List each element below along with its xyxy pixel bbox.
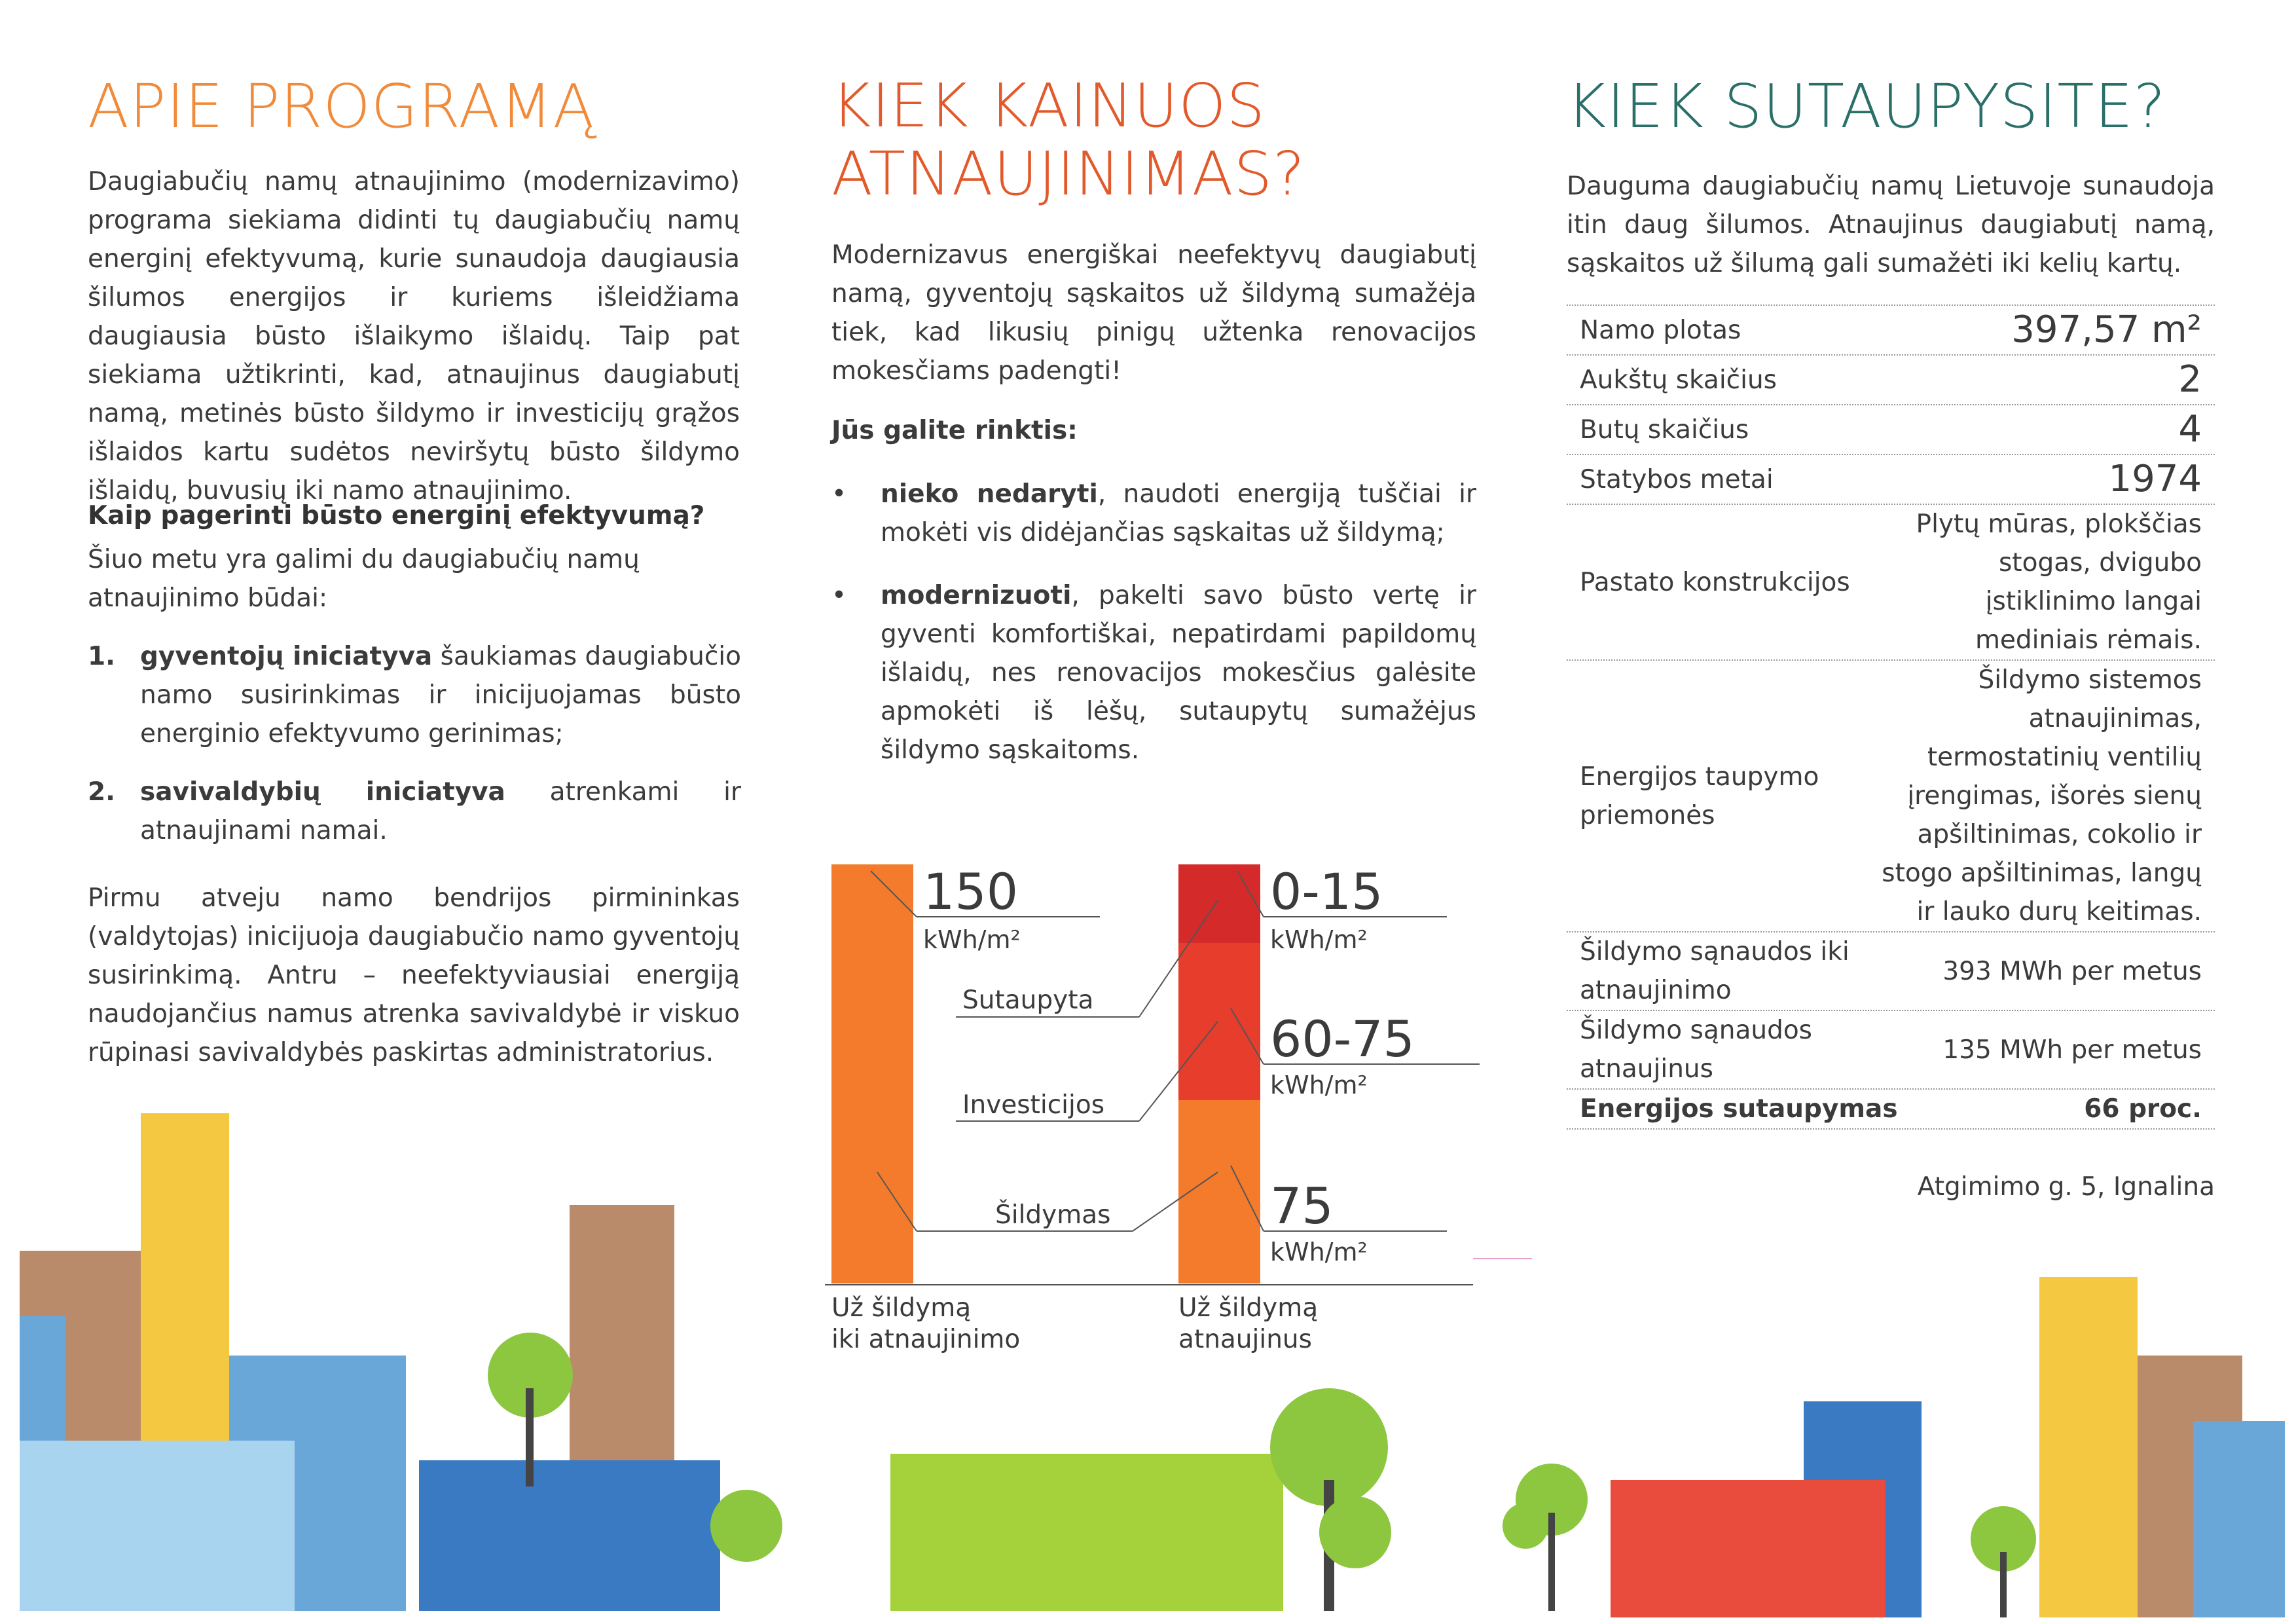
bar-after-heating <box>1178 1100 1260 1283</box>
table-row <box>1567 304 2215 354</box>
unit-after-bottom: kWh/m² <box>1270 1238 1368 1266</box>
option-modernize <box>831 576 1476 765</box>
row-label: Statybos metai <box>1580 464 1774 494</box>
heating-cost-chart <box>825 851 1558 1388</box>
table-row <box>1567 454 2215 504</box>
row-value: 1974 <box>2108 458 2202 500</box>
choose-heading: Jūs galite rinktis: <box>831 416 1078 445</box>
bar-after-saved <box>1178 864 1260 943</box>
label-line: atnaujinus <box>1580 1054 1713 1084</box>
value-line: stogas, dvigubo <box>1998 548 2202 578</box>
value-line: termostatinių ventilių <box>1927 743 2202 772</box>
row-value: 135 MWh per metus <box>1942 1035 2202 1065</box>
option-do-nothing <box>831 475 1476 560</box>
efficiency-question-heading: Kaip pagerinti būsto energinį efektyvumą? <box>88 501 705 530</box>
category-before-line1: Už šildymą <box>831 1293 972 1323</box>
bar-after-investment <box>1178 943 1260 1100</box>
row-value <box>1916 505 2215 659</box>
modes-paragraph: Šiuo metu yra galimi du daugiabučių namų atnaujinimo būdai: <box>88 545 640 613</box>
value-line: atnaujinimas, <box>2028 704 2202 733</box>
list-item-residents <box>88 637 742 748</box>
option-bold: modernizuoti <box>881 581 1072 610</box>
value-line: Šildymo sistemos <box>1978 665 2202 695</box>
table-row-total <box>1567 1088 2215 1130</box>
table-row <box>1567 504 2215 659</box>
list-item-text: šaukiamas daugiabučio namo susirinkimas ir inicijuojamas būsto energinio efektyvumo gerinimas; <box>140 642 742 748</box>
bullet-dot: • <box>831 581 847 610</box>
label-line: priemonės <box>1580 800 1715 830</box>
unit-after-mid: kWh/m² <box>1270 1071 1368 1099</box>
bullet-dot: • <box>831 479 847 509</box>
row-label: Aukštų skaičius <box>1580 365 1777 395</box>
value-after-top: 0-15 <box>1270 862 1383 921</box>
row-label: Namo plotas <box>1580 315 1741 345</box>
option-text: , naudoti energiją tuščiai ir mokėti vis didėjančias sąskaitas už šildymą; <box>881 479 1476 547</box>
label-line: Energijos taupymo <box>1580 762 1819 792</box>
building-address: Atgimimo g. 5, Ignalina <box>1917 1172 2215 1202</box>
value-after-bottom: 75 <box>1270 1177 1334 1235</box>
option-bold: nieko nedaryti <box>881 479 1098 509</box>
table-row <box>1567 1010 2215 1088</box>
cost-title-line1: KIEK KAINUOS <box>831 71 1266 141</box>
building-specs-table <box>1567 304 2215 1130</box>
row-label: Pastato konstrukcijos <box>1580 567 1850 597</box>
list-item-bold: gyventojų iniciatyva <box>140 642 433 671</box>
row-value: 393 MWh per metus <box>1942 956 2202 986</box>
city-illustration-right <box>1493 1264 2296 1624</box>
value-line: mediniais rėmais. <box>1975 625 2202 655</box>
list-number: 2. <box>88 777 115 807</box>
label-line: atnaujinimo <box>1580 976 1732 1005</box>
unit-after-top: kWh/m² <box>1270 925 1368 954</box>
unit-before: kWh/m² <box>923 925 1021 954</box>
cost-title <box>831 72 1305 208</box>
row-value: 66 proc. <box>2084 1094 2202 1124</box>
cost-paragraph: Modernizavus energiškai neefektyvų daugiabutį namą, gyventojų sąskaitos už šildymą sumažėja tiek, kad likusių pinigų užtenka renovacijos mokesčiams padengti! <box>831 240 1476 386</box>
category-after-line1: Už šildymą <box>1178 1293 1319 1323</box>
label-saved: Sutaupyta <box>962 986 1094 1015</box>
category-after-line2: atnaujinus <box>1178 1325 1312 1354</box>
category-before-line2: iki atnaujinimo <box>831 1325 1021 1354</box>
value-before: 150 <box>923 862 1019 921</box>
label-line: Šildymo sąnaudos iki <box>1580 937 1850 967</box>
about-intro-paragraph: Daugiabučių namų atnaujinimo (modernizavimo) programa siekiama didinti tų daugiabučių namų energinį efektyvumą, kurie sunaudoja daugiausia šilumos energijos ir kuriems išleidžiama daugiausia būsto išlaikymo išlaidų. Taip pat siekiama užtikrinti, kad, atnaujinus daugiabutį namą, metinės būsto šildymo ir investicijų grąžos išlaidos kartu sudėtos neviršytų būsto šildymo išlaidų, buvusių iki namo atnaujinimo. <box>88 167 740 506</box>
cost-title-line2: ATNAUJINIMAS? <box>831 139 1305 209</box>
value-line: ir lauko durų keitimas. <box>1916 897 2202 927</box>
row-label <box>1567 932 1850 1010</box>
value-line: Plytų mūras, plokščias <box>1916 509 2202 539</box>
bar-before <box>831 864 913 1283</box>
table-row <box>1567 404 2215 454</box>
row-label <box>1567 1011 1812 1088</box>
row-value: 2 <box>2178 358 2202 401</box>
about-title: APIE PROGRAMĄ <box>88 71 595 141</box>
table-row <box>1567 659 2215 931</box>
value-line: įrengimas, išorės sienų <box>1907 781 2202 811</box>
row-label <box>1567 758 1819 835</box>
row-label: Butų skaičius <box>1580 415 1749 445</box>
row-value: 4 <box>2178 408 2202 451</box>
option-text: , pakelti savo būsto vertę ir gyventi komfortiškai, nepatirdami papildomų išlaidų, nes renovacijos mokesčius galėsite apmokėti iš lėšų, sutaupytų sumažėjus šildymo sąskaitoms. <box>881 581 1476 765</box>
label-line: Šildymo sąnaudos <box>1580 1016 1812 1045</box>
savings-title: KIEK SUTAUPYSITE? <box>1567 71 2166 141</box>
value-line: įstiklinimo langai <box>1985 587 2202 616</box>
city-illustration-left <box>0 1074 786 1624</box>
list-item-text: atrenkami ir atnaujinami namai. <box>140 777 741 845</box>
city-illustration-middle <box>871 1375 1408 1624</box>
list-item-bold: savivaldybių iniciatyva <box>140 777 505 807</box>
list-number: 1. <box>88 642 115 671</box>
row-label: Energijos sutaupymas <box>1580 1094 1898 1124</box>
list-item-municipality <box>88 773 742 864</box>
row-value: 397,57 m² <box>2011 308 2202 351</box>
table-row <box>1567 931 2215 1010</box>
row-value <box>1882 661 2215 931</box>
value-line: apšiltinimas, cokolio ir <box>1917 820 2202 849</box>
savings-paragraph: Dauguma daugiabučių namų Lietuvoje sunaudoja itin daug šilumos. Atnaujinus daugiabutį namą, sąskaitos už šilumą gali sumažėti iki kelių kartų. <box>1567 172 2215 278</box>
value-after-mid: 60-75 <box>1270 1010 1415 1068</box>
label-heating: Šildymas <box>995 1200 1111 1230</box>
label-invest: Investicijos <box>962 1090 1105 1120</box>
value-line: stogo apšiltinimas, langų <box>1882 858 2202 888</box>
table-row <box>1567 354 2215 404</box>
final-paragraph: Pirmu atveju namo bendrijos pirmininkas (valdytojas) inicijuoja daugiabučio namo gyventojų susirinkimą. Antru – neefektyviausiai energiją naudojančius namus atrenka savivaldybė ir viskuo rūpinasi savivaldybės paskirtas administratorius. <box>88 883 740 1067</box>
